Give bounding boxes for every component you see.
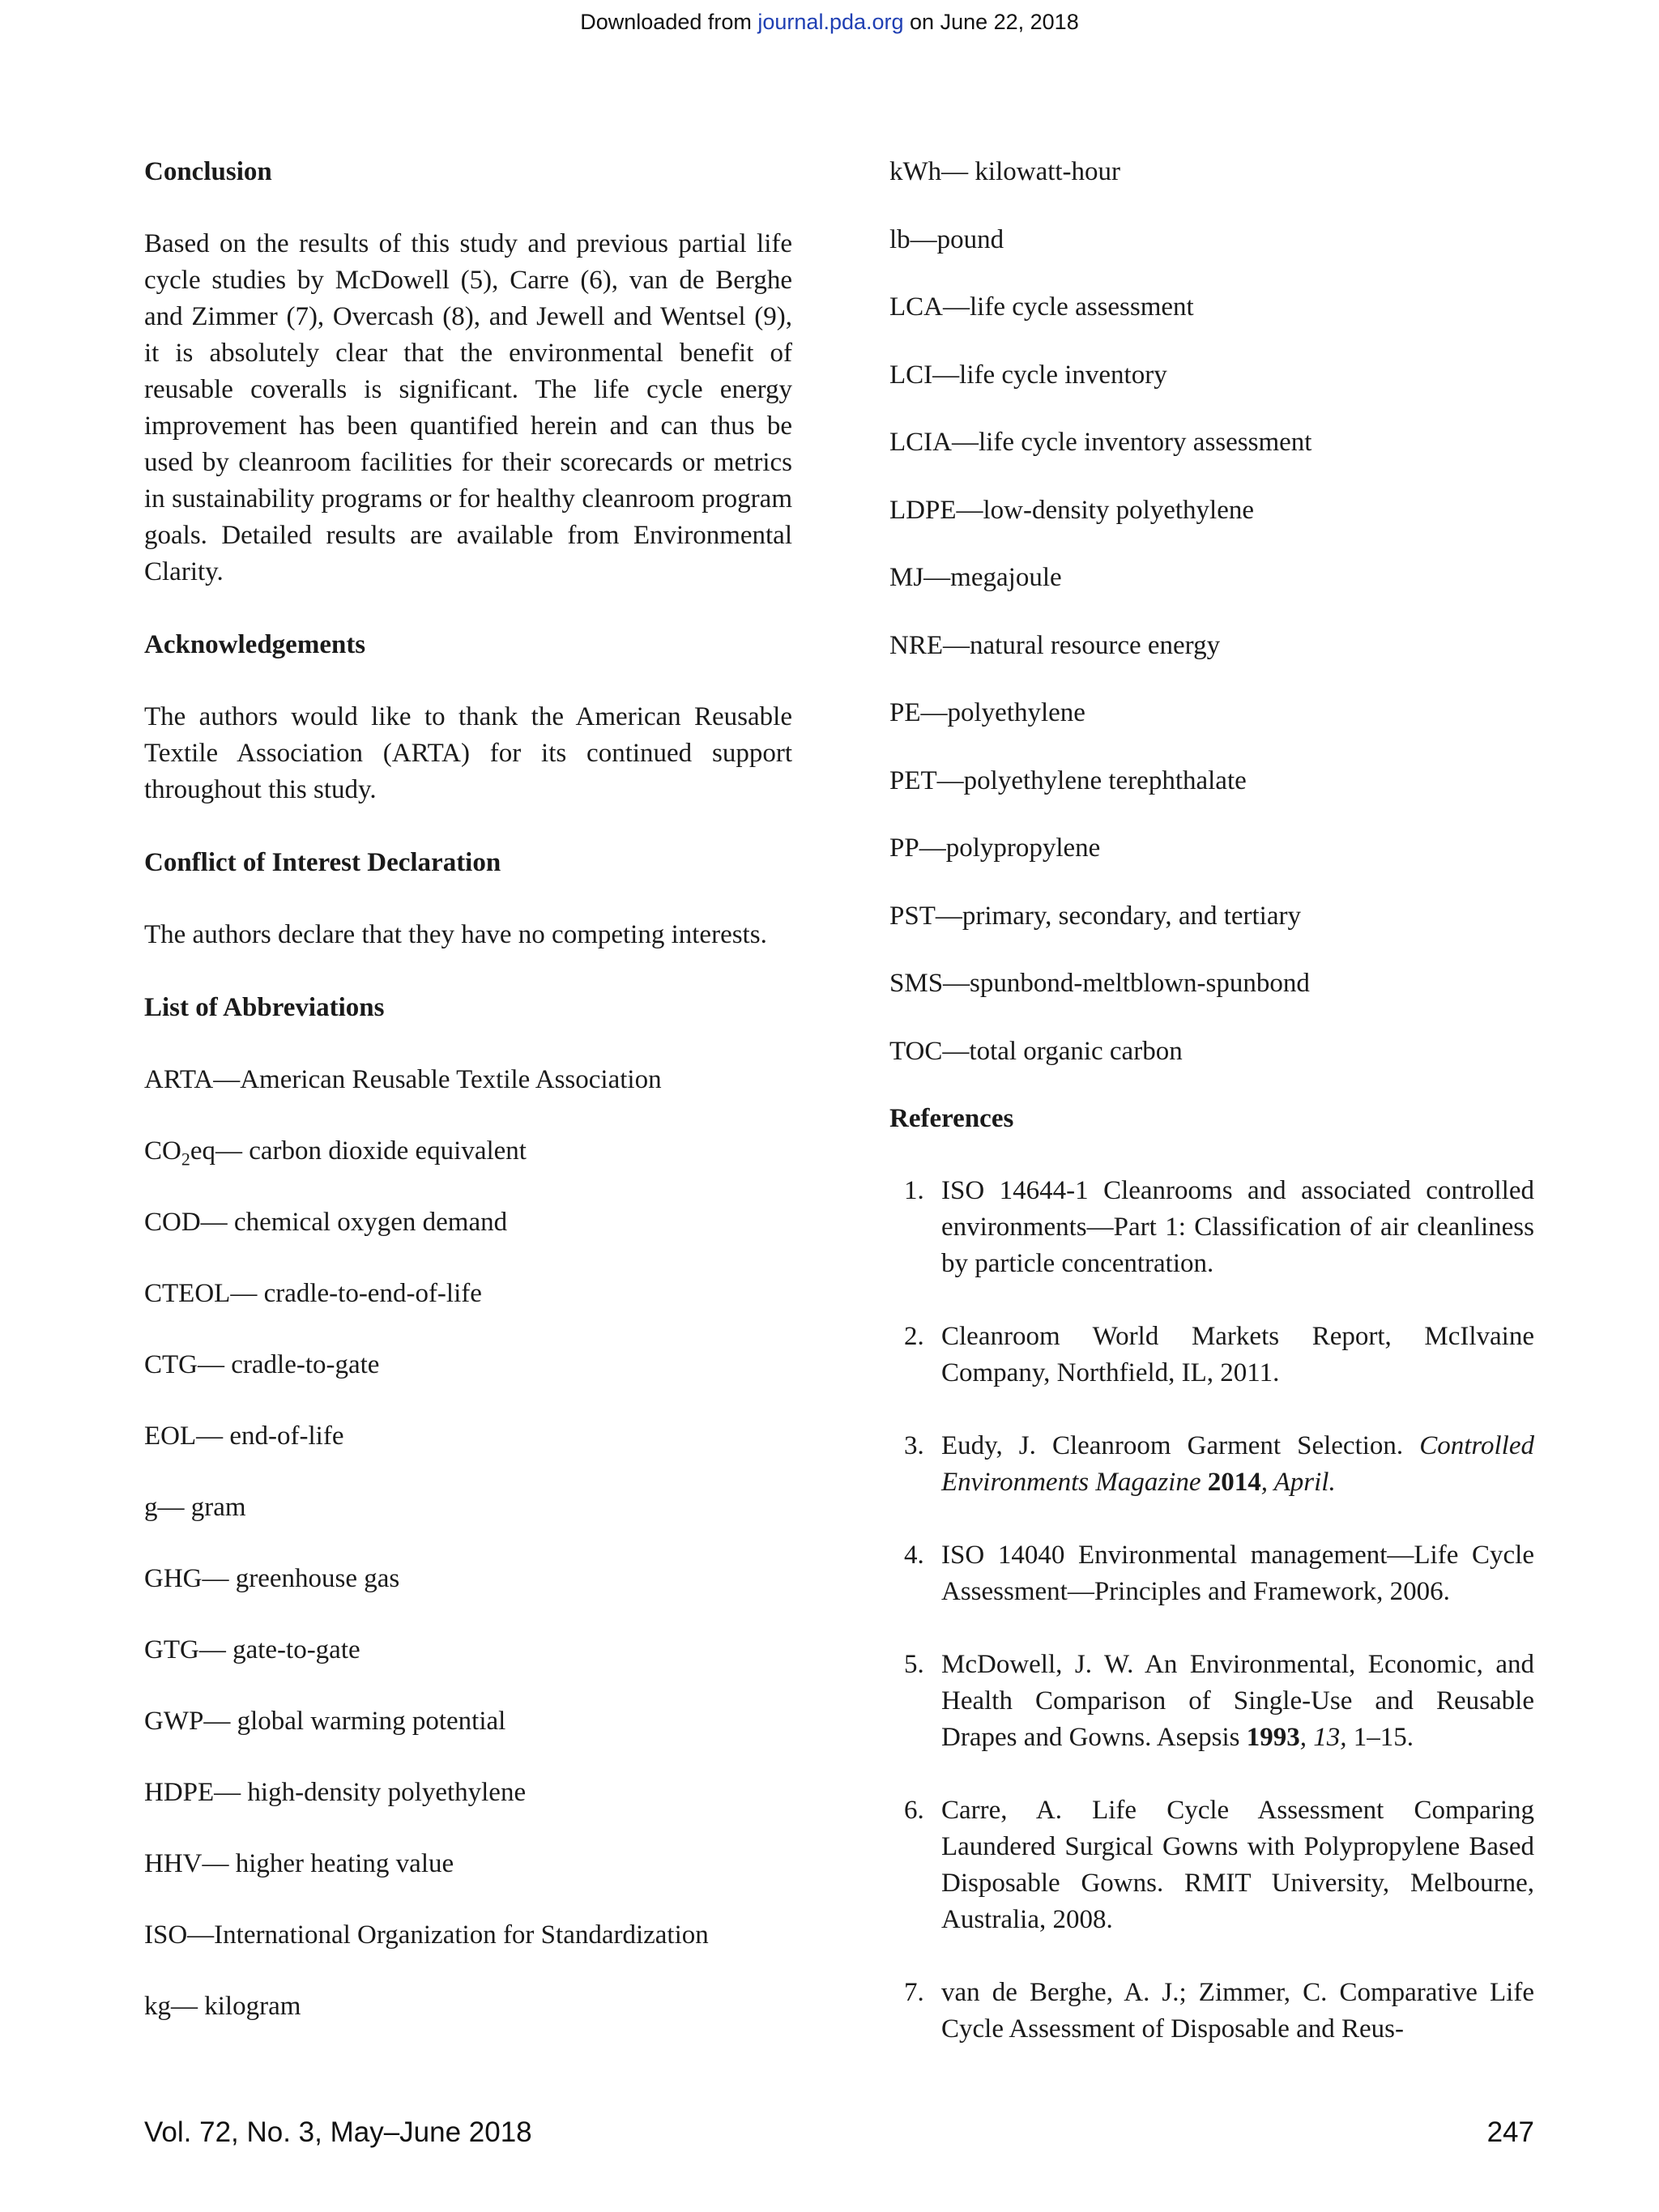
reference-item — [889, 1428, 1534, 1501]
abbreviation-item: HHV— higher heating value — [144, 1849, 454, 1878]
abbreviation-item: LDPE—low-density polyethylene — [889, 495, 1255, 525]
reference-item — [889, 1173, 1534, 1282]
abbreviation-item: LCIA—life cycle inventory assessment — [889, 428, 1312, 457]
abbreviation-item-co2eq: $CO_2eq—$ carbon dioxide equivalent — [144, 1136, 527, 1170]
reference-item — [889, 1792, 1534, 1938]
reference-text: van de Berghe, A. J.; Zimmer, C. Comparative Life Cycle Assessment of Disposable and Reus- — [941, 1978, 1534, 2044]
abbreviation-item: LCA—life cycle assessment — [889, 292, 1194, 322]
abbreviation-item: COD— chemical oxygen demand — [144, 1208, 508, 1237]
reference-number: 5. — [904, 1650, 924, 1679]
abbreviation-item: lb—pound — [889, 224, 1004, 254]
conclusion-heading: Conclusion — [144, 157, 272, 186]
abbreviation-item: GWP— global warming potential — [144, 1707, 506, 1736]
abbreviation-item: PET—polyethylene terephthalate — [889, 765, 1247, 795]
reference-number: 1. — [904, 1176, 924, 1205]
abbreviation-item: ISO—International Organization for Standardization — [144, 1920, 709, 1950]
abbreviation-item: HDPE— high-density polyethylene — [144, 1778, 527, 1807]
reference-year: 1993 — [1246, 1723, 1300, 1752]
abbreviation-item: CTEOL— cradle-to-end-of-life — [144, 1279, 482, 1308]
reference-pages: 1–15. — [1346, 1723, 1414, 1752]
abbreviation-item: NRE—natural resource energy — [889, 630, 1221, 660]
reference-item — [889, 1647, 1534, 1756]
reference-number: 4. — [904, 1541, 924, 1570]
abbreviation-item: EOL— end-of-life — [144, 1421, 344, 1451]
reference-number: 3. — [904, 1431, 924, 1460]
reference-text: Eudy, J. Cleanroom Garment Selection. — [941, 1431, 1420, 1460]
conflict-heading: Conflict of Interest Declaration — [144, 848, 501, 877]
abbreviation-item: PE—polyethylene — [889, 698, 1085, 727]
reference-text: ISO 14040 Environmental management—Life Cycle Assessment—Principles and Framework, 2006. — [941, 1541, 1534, 1606]
abbreviation-item: MJ—megajoule — [889, 563, 1062, 592]
journal-volume: Vol. 72, No. 3, May–June 2018 — [144, 2116, 532, 2148]
conclusion-text: Based on the results of this study and previous partial life cycle studies by McDowell (5), Carre (6), van de Berghe and Zimmer (7), Overcash (8), and Jewell and Wentsel (9), it is absolutely clear that the environmental benefit of reusable coveralls is significant. The life cycle energy improvement has been quantified herein and can thus be used by cleanroom facilities for their scorecards or metrics in sustainability programs or for healthy cleanroom program goals. Detailed results are available from Environmental Clarity. — [144, 229, 792, 586]
reference-text: ISO 14644-1 Cleanrooms and associated controlled environments—Part 1: Classification of air cleanliness by particle concentration. — [941, 1176, 1534, 1278]
reference-number: 6. — [904, 1796, 924, 1825]
abbreviation-item: ARTA—American Reusable Textile Association — [144, 1065, 662, 1094]
reference-number: 2. — [904, 1322, 924, 1351]
reference-year: 2014 — [1201, 1468, 1261, 1497]
abbreviation-item: LCI—life cycle inventory — [889, 360, 1167, 390]
conflict-text: The authors declare that they have no competing interests. — [144, 920, 767, 949]
reference-item — [889, 1537, 1534, 1610]
abbreviation-item: PP—polypropylene — [889, 833, 1101, 863]
abbreviation-item: kWh— kilowatt-hour — [889, 157, 1121, 186]
abbreviation-item: TOC—total organic carbon — [889, 1036, 1183, 1066]
left-column — [144, 154, 792, 2060]
abbreviation-item: GHG— greenhouse gas — [144, 1564, 400, 1593]
reference-issue: , April. — [1260, 1468, 1336, 1497]
abbreviation-item: GTG— gate-to-gate — [144, 1635, 360, 1664]
abbreviation-item: kg— kilogram — [144, 1992, 301, 2021]
abbreviation-item: g— gram — [144, 1493, 246, 1522]
abbreviation-item: SMS—spunbond-meltblown-spunbond — [889, 969, 1310, 998]
reference-text: McDowell, J. W. An Environmental, Economic, and Health Comparison of Single-Use and Reusable Drapes and Gowns. Asepsis — [941, 1650, 1534, 1752]
acknowledgements-text: The authors would like to thank the American Reusable Textile Association (ARTA) for its continued support throughout this study. — [144, 702, 792, 804]
reference-text: Cleanroom World Markets Report, McIlvaine Company, Northfield, IL, 2011. — [941, 1322, 1534, 1387]
journal-link[interactable]: journal.pda.org — [757, 10, 904, 34]
reference-text: Carre, A. Life Cycle Assessment Comparing Laundered Surgical Gowns with Polypropylene Based Disposable Gowns. RMIT University, Melbourne, Australia, 2008. — [941, 1796, 1534, 1934]
abbreviations-right-list — [889, 154, 1534, 1070]
abbreviation-item: PST—primary, secondary, and tertiary — [889, 901, 1301, 931]
reference-item — [889, 1319, 1534, 1392]
page-number: 247 — [1486, 2116, 1534, 2148]
download-prefix: Downloaded from — [580, 10, 758, 34]
download-suffix: on June 22, 2018 — [903, 10, 1079, 34]
reference-volume: , 13, — [1299, 1723, 1347, 1752]
reference-number: 7. — [904, 1978, 924, 2007]
references-heading: References — [889, 1104, 1014, 1133]
acknowledgements-heading: Acknowledgements — [144, 630, 366, 659]
reference-journal: Controlled Environments Magazine — [941, 1431, 1534, 1497]
references-list — [889, 1173, 1534, 2048]
right-column — [889, 154, 1534, 2084]
abbreviations-heading: List of Abbreviations — [144, 993, 385, 1022]
abbreviation-item: CTG— cradle-to-gate — [144, 1350, 380, 1379]
download-notice — [0, 10, 1659, 35]
reference-item — [889, 1975, 1534, 2048]
abbreviations-left-list — [144, 1062, 792, 2025]
